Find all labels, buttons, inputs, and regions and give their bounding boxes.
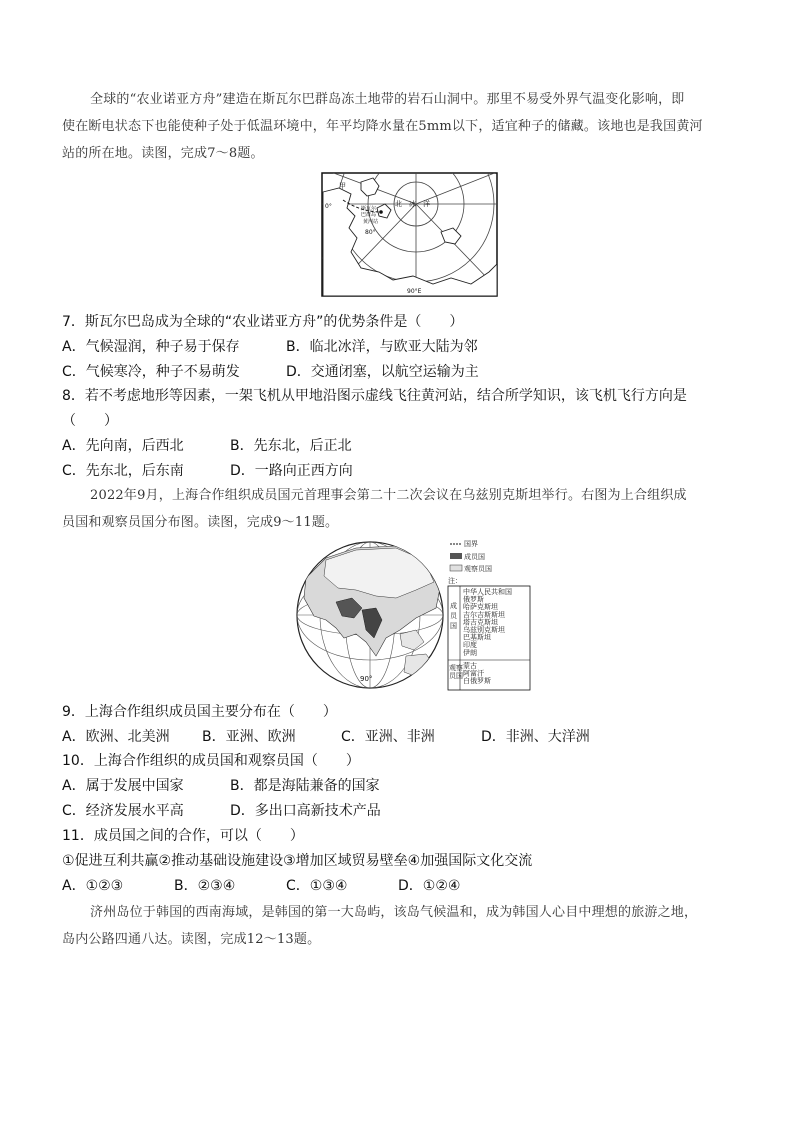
q7-option-a[interactable]: A．气候湿润，种子易于保存 (62, 339, 240, 355)
label-lat-80: 80° (365, 229, 376, 236)
intro-1-line-1: 全球的“农业诺亚方舟”建造在斯瓦尔巴群岛冻土地带的岩石山洞中。那里不易受外界气温变化影响，即 (90, 92, 685, 107)
legend-member-item: 巴基斯坦 (463, 633, 491, 642)
question-11-items: ①促进互利共赢②推动基础设施建设③增加区域贸易壁垒④加强国际文化交流 (62, 853, 533, 869)
legend-member-item: 印度 (463, 641, 477, 650)
q7-option-b[interactable]: B．临北冰洋，与欧亚大陆为邻 (286, 339, 478, 355)
intro-3-line-2: 岛内公路四通八达。读图，完成12～13题。 (62, 932, 321, 947)
legend-member-item: 中华人民共和国 (463, 588, 512, 596)
intro-1-line-3: 站的所在地。读图，完成7～8题。 (62, 146, 264, 161)
question-10-options-row-1 (62, 776, 380, 796)
intro-paragraph-3 (62, 899, 734, 953)
q8-option-d[interactable]: D．一路向正西方向 (230, 463, 353, 479)
legend-observer-item: 白俄罗斯 (463, 677, 491, 686)
q11-option-a[interactable]: A．①②③ (62, 878, 124, 894)
legend-member-title-1: 成 (450, 602, 457, 610)
legend-member: 成员国 (464, 553, 485, 561)
question-8-stem-line-1: 8．若不考虑地形等因素，一架飞机从甲地沿图示虚线飞往黄河站，结合所学知识，该飞机飞行方向是 (62, 388, 687, 404)
label-jia: 甲 (339, 182, 346, 190)
question-9-stem: 9．上海合作组织成员国主要分布在（ ） (62, 704, 337, 720)
legend-member-item: 塔吉克斯坦 (463, 618, 498, 627)
label-lon-90e: 90°E (407, 288, 422, 295)
legend-member-item: 哈萨克斯坦 (463, 603, 498, 612)
legend-observer: 观察员国 (464, 565, 492, 573)
q10-option-b[interactable]: B．都是海陆兼备的国家 (230, 778, 380, 794)
question-11-options (62, 876, 460, 896)
legend-observer-title-1: 观察 (449, 664, 463, 672)
intro-2-line-1: 2022年9月，上海合作组织成员国元首理事会第二十二次会议在乌兹别克斯坦举行。右图为上合组织成 (90, 488, 687, 503)
q8-option-c[interactable]: C．先东北，后东南 (62, 463, 184, 479)
legend-observer-item: 蒙古 (463, 662, 477, 670)
question-7-stem: 7．斯瓦尔巴岛成为全球的“农业诺亚方舟”的优势条件是（ ） (62, 314, 464, 330)
question-10-options-row-2 (62, 801, 381, 821)
q7-option-d[interactable]: D．交通闭塞，以航空运输为主 (286, 364, 479, 380)
legend-note: 注： (448, 577, 462, 585)
label-svalbard-2: 巴群岛 (361, 212, 377, 218)
intro-2-line-2: 员国和观察员国分布图。读图，完成9～11题。 (62, 515, 339, 530)
q11-option-b[interactable]: B．②③④ (174, 878, 236, 894)
legend-member-item: 吉尔吉斯斯坦 (463, 610, 505, 619)
q8-option-a[interactable]: A．先向南，后西北 (62, 438, 184, 454)
legend-border: 国界 (464, 540, 478, 548)
question-8-options-row-1 (62, 436, 352, 456)
intro-paragraph-2 (62, 482, 734, 536)
q10-option-a[interactable]: A．属于发展中国家 (62, 778, 184, 794)
question-8-stem-line-2: （ ） (62, 413, 118, 429)
q10-option-d[interactable]: D．多出口高新技术产品 (230, 803, 381, 819)
label-huanghe-station: 黄河站 (363, 219, 379, 225)
q10-option-c[interactable]: C．经济发展水平高 (62, 803, 184, 819)
legend-observer-item: 阿富汗 (463, 669, 484, 678)
intro-3-line-1: 济州岛位于韩国的西南海域，是韩国的第一大岛屿，该岛气候温和，成为韩国人心目中理想的旅游之地， (90, 905, 698, 920)
label-arctic-ocean: 北 冰 洋 (395, 200, 430, 208)
q9-option-b[interactable]: B．亚洲、欧洲 (202, 729, 296, 745)
legend-member-item: 乌兹别克斯坦 (463, 626, 505, 634)
svalbard-polar-map (321, 172, 498, 297)
question-8-options-row-2 (62, 461, 353, 481)
question-7-options-row-2 (62, 362, 479, 382)
q8-option-b[interactable]: B．先东北，后正北 (230, 438, 352, 454)
legend-observer-title-2: 员国 (449, 672, 463, 680)
label-svalbard-1: 斯瓦尔 (361, 206, 377, 212)
q7-option-c[interactable]: C．气候寒冷，种子不易萌发 (62, 364, 240, 380)
legend-member-item: 俄罗斯 (463, 595, 484, 604)
label-lon-90: 90° (360, 675, 373, 683)
legend-member-title-3: 国 (450, 622, 457, 630)
question-11-stem: 11．成员国之间的合作，可以（ ） (62, 828, 304, 844)
legend-member-title-2: 员 (450, 612, 457, 620)
intro-paragraph-1 (62, 86, 734, 167)
label-lon-0: 0° (325, 203, 332, 210)
question-9-options (62, 727, 590, 747)
q11-option-c[interactable]: C．①③④ (286, 878, 348, 894)
q11-option-d[interactable]: D．①②④ (398, 878, 461, 894)
sco-member-globe-map (296, 538, 532, 692)
question-7-options-row-1 (62, 337, 478, 357)
q9-option-d[interactable]: D．非洲、大洋洲 (481, 729, 590, 745)
q9-option-c[interactable]: C．亚洲、非洲 (341, 729, 435, 745)
intro-1-line-2: 使在断电状态下也能使种子处于低温环境中，年平均降水量在5mm以下，适宜种子的储藏。该地也是我国黄河 (62, 119, 703, 134)
q9-option-a[interactable]: A．欧洲、北美洲 (62, 729, 170, 745)
legend-member-item: 伊朗 (463, 648, 477, 657)
question-10-stem: 10．上海合作组织的成员国和观察员国（ ） (62, 753, 360, 769)
